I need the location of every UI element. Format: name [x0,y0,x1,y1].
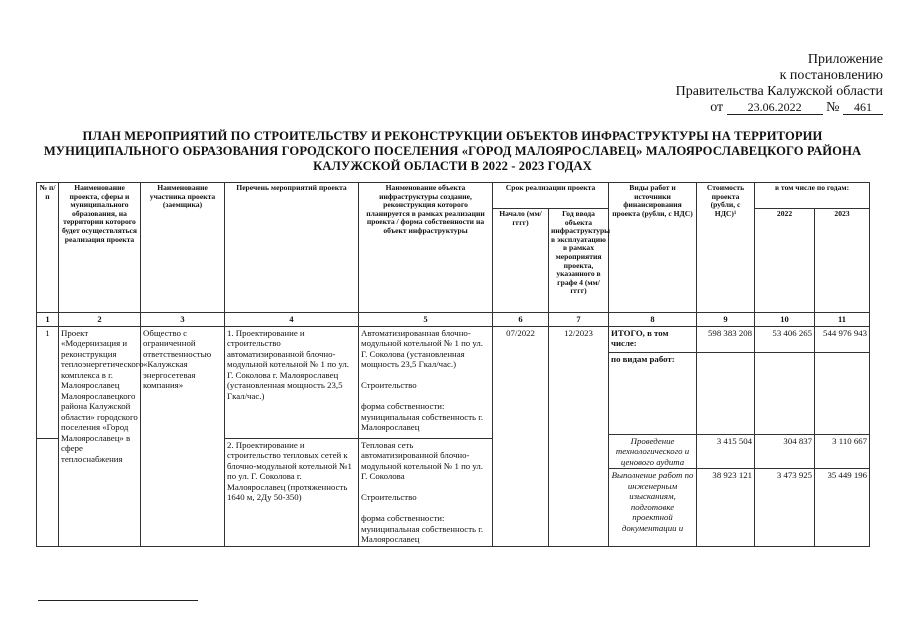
table-row [37,326,870,352]
work-audit-2022: 304 837 [755,434,815,469]
activity-2: 2. Проектирование и строительство тепловых сетей к блочно-модульной котельной №1 по ул. Г. Соколова г. Малоярославец (протяженность 1640 м, 2Ду 50-350) [225,438,359,546]
column-number: 1 [37,313,59,327]
column-number: 4 [225,313,359,327]
table-header-row [37,183,870,209]
column-number: 3 [141,313,225,327]
header-commission: Год ввода объекта инфраструктуры в эксплуатацию в рамках мероприятия проекта, указанного в графе 4 (мм/гггг) [549,209,609,313]
empty-cell [815,352,870,434]
plan-table [36,182,870,547]
empty-cell [697,352,755,434]
activity-1: 1. Проектирование и строительство автоматизированной блочно-модульной котельной № 1 по ул. Г. Соколова г. Малоярославец (установленная мощность 23,5 Гкал/час.) [225,326,359,438]
header-start: Начало (мм/гггг) [493,209,549,313]
number-label: № [826,100,840,115]
resolution-date: 23.06.2022 [727,101,823,115]
total-2022: 53 406 265 [755,326,815,352]
project-num: 1 [37,326,59,438]
column-numbers-row [37,313,870,327]
work-audit-cost: 3 415 504 [697,434,755,469]
header-project-name: Наименование проекта, сферы и муниципального образования, на территории которого будет осуществляться реализация проекта [59,183,141,313]
total-label: ИТОГО, в том числе: [609,326,697,352]
column-number: 10 [755,313,815,327]
work-audit-label: Проведение технологического и ценового аудита [609,434,697,469]
appendix-header [676,52,883,116]
appendix-date-line [676,100,883,116]
project-name: Проект «Модернизация и реконструкция теплоэнергетического комплекса в г. Малоярославец Малоярославецкого района Калужской области» городского поселения «Город Малоярославец» в сфере теплоснабжения [59,326,141,546]
work-audit-2023: 3 110 667 [815,434,870,469]
column-number: 9 [697,313,755,327]
resolution-number: 461 [843,101,883,115]
empty-cell [755,352,815,434]
column-number: 8 [609,313,697,327]
header-cost: Стоимость проекта (рубли, с НДС)¹ [697,183,755,313]
activity-1-object: Автоматизированная блочно-модульной котельной № 1 по ул. Г. Соколова (установленная мощность 23,5 Гкал/час.) Строительство форма собственности: муниципальная собственность г. Малоярославец [359,326,493,438]
column-number: 2 [59,313,141,327]
work-design-2022: 3 473 925 [755,469,815,546]
title-line-3: КАЛУЖСКОЙ ОБЛАСТИ В 2022 - 2023 ГОДАХ [313,159,592,173]
column-number: 11 [815,313,870,327]
project-start: 07/2022 [493,326,549,546]
header-participant: Наименование участника проекта (заемщика) [141,183,225,313]
header-by-years: в том числе по годам: [755,183,870,209]
total-cost: 598 383 208 [697,326,755,352]
appendix-resolution: к постановлению [779,68,883,83]
header-num: № п/п [37,183,59,313]
activity-2-object: Тепловая сеть автоматизированной блочно-модульной котельной № 1 по ул. Г. Соколова Строительство форма собственности: муниципальная собственность г. Малоярославец [359,438,493,546]
by-work-label: по видам работ: [609,352,697,434]
title-line-2: МУНИЦИПАЛЬНОГО ОБРАЗОВАНИЯ ГОРОДСКОГО ПОСЕЛЕНИЯ «ГОРОД МАЛОЯРОСЛАВЕЦ» МАЛОЯРОСЛАВЕЦКОГО РАЙОНА [43,144,862,158]
work-design-cost: 38 923 121 [697,469,755,546]
project-commission: 12/2023 [549,326,609,546]
header-object-name: Наименование объекта инфраструктуры создание, реконструкция которого планируется в рамках реализации проекта / форма собственности на объект инфраструктуры [359,183,493,313]
document-title [22,129,883,174]
header-year-2022: 2022 [755,209,815,313]
header-activities: Перечень мероприятий проекта [225,183,359,313]
header-period: Срок реализации проекта [493,183,609,209]
column-number: 6 [493,313,549,327]
project-participant: Общество с ограниченной ответственностью «Калужская энергосетевая компания» [141,326,225,546]
title-line-1: ПЛАН МЕРОПРИЯТИЙ ПО СТРОИТЕЛЬСТВУ И РЕКОНСТРУКЦИИ ОБЪЕКТОВ ИНФРАСТРУКТУРЫ НА ТЕРРИТОРИИ [82,129,823,143]
header-work-types: Виды работ и источники финансирования проекта (рубли, с НДС) [609,183,697,313]
from-label: от [710,100,724,115]
header-year-2023: 2023 [815,209,870,313]
work-design-label: Выполнение работ по инженерным изысканиям, подготовке проектной документации и [609,469,697,546]
appendix-government: Правительства Калужской области [675,84,883,99]
work-design-2023: 35 449 196 [815,469,870,546]
appendix-title: Приложение [807,52,883,67]
column-number: 5 [359,313,493,327]
footnote-separator [38,600,198,601]
column-number: 7 [549,313,609,327]
total-2023: 544 976 943 [815,326,870,352]
project-num-continued [37,438,59,546]
